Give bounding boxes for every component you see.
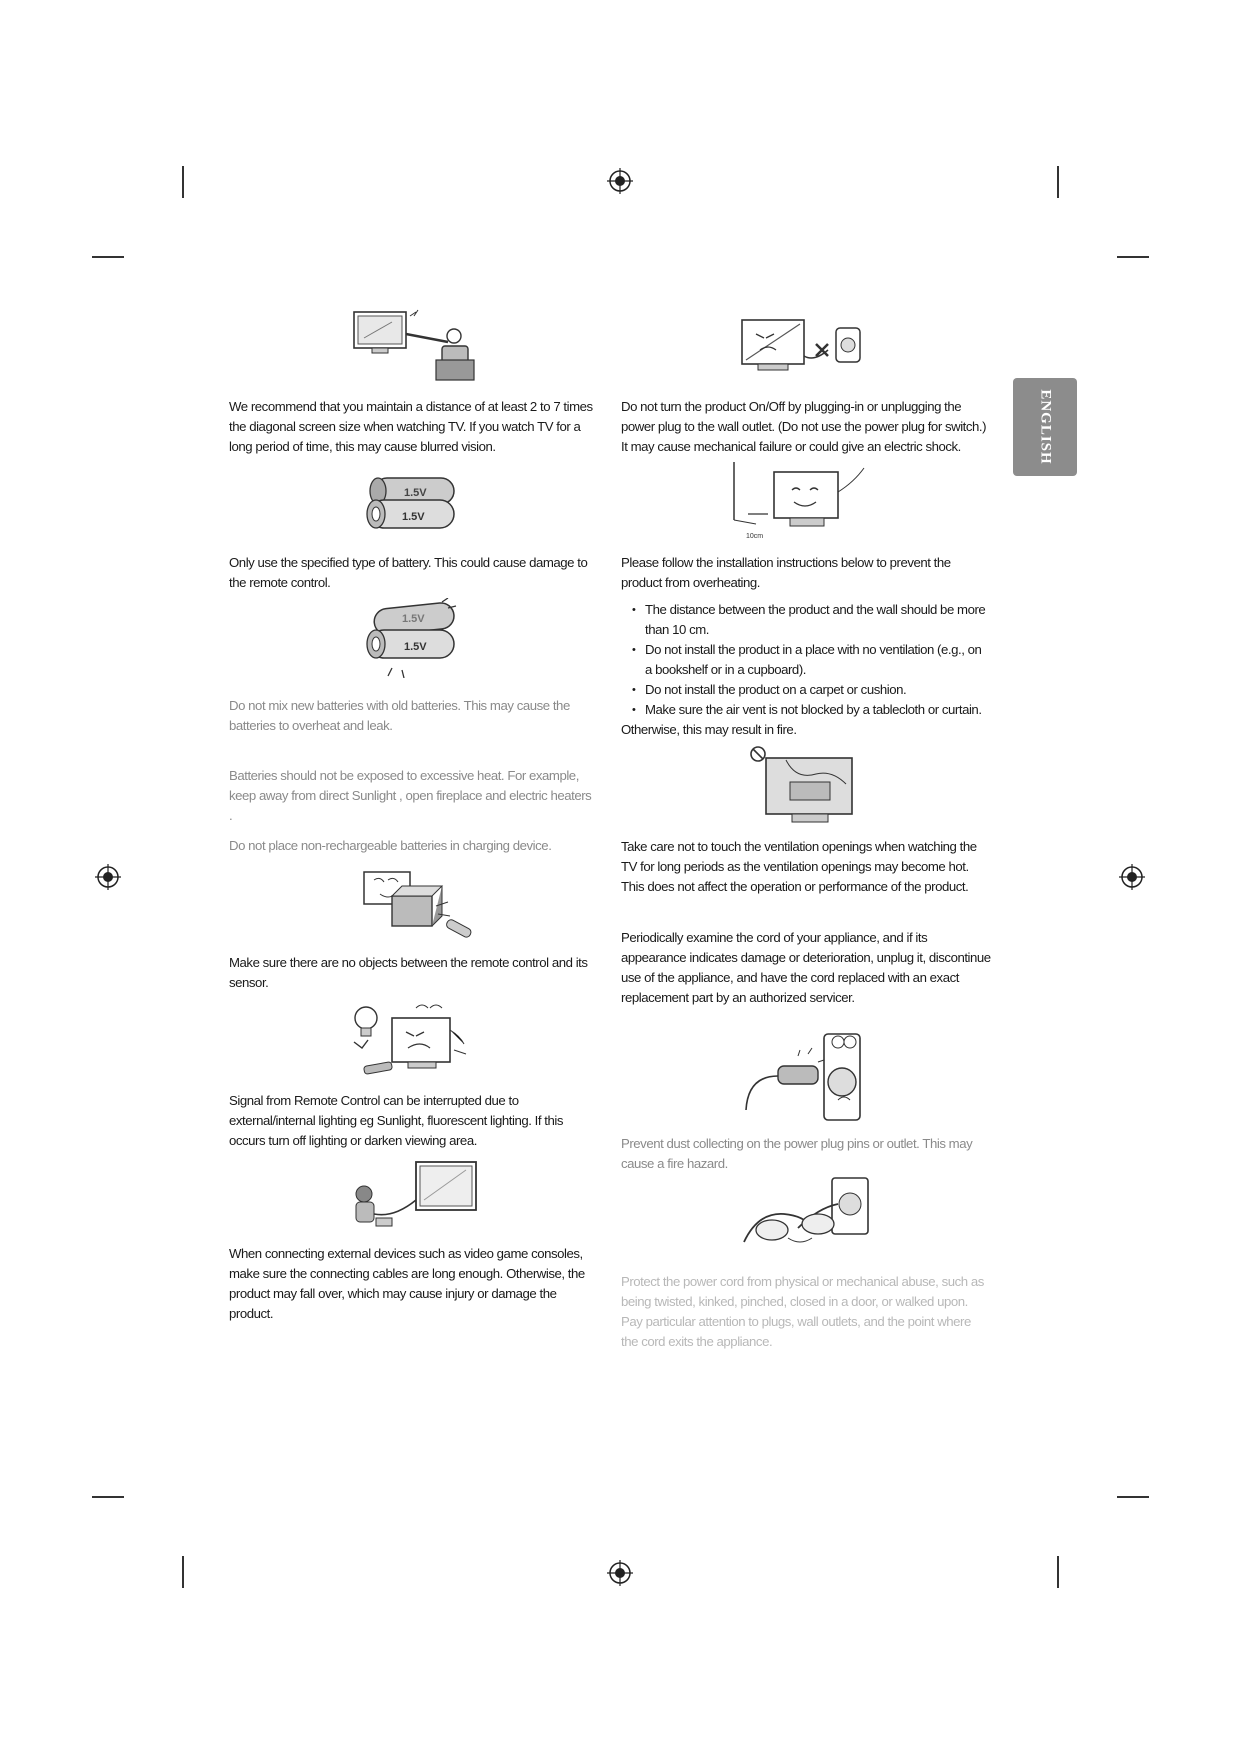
install-bullet-list — [621, 600, 991, 740]
battery-label: 1.5V — [404, 641, 427, 653]
viewing-distance-text: We recommend that you maintain a distance of at least 2 to 7 times the diagonal screen size when watching TV. If you watch TV for a long period of time, this may cause blurred vision. — [229, 399, 593, 454]
registration-mark-icon — [1119, 864, 1145, 890]
crop-mark — [92, 1496, 124, 1498]
battery-illustration — [362, 474, 462, 536]
ventilation-illustration — [746, 742, 858, 826]
crop-mark — [182, 1556, 184, 1588]
install-outro-text: Otherwise, this may result in fire. — [621, 722, 797, 737]
cord-protect-text: Protect the power cord from physical or mechanical abuse, such as being twisted, kinked, pinched, closed in a door, or walked upon. Pay particular attention to plugs, wall outlets, and the point where the cord exits the appliance. — [621, 1274, 984, 1349]
non-rechargeable-text: Do not place non-rechargeable batteries in charging device. — [229, 838, 552, 853]
power-plug-text: Do not turn the product On/Off by plugging-in or unplugging the power plug to the wall outlet. (Do not use the power plug for switch.) It may cause mechanical failure or could give an electric shock. — [621, 399, 987, 454]
install-bullet: • The distance between the product and the wall should be more than 10 cm. — [645, 600, 991, 640]
install-bullet: • Do not install the product in a place with no ventilation (e.g., on a bookshelf or in a cupboard). — [645, 640, 991, 680]
mixed-battery-illustration — [362, 598, 462, 678]
wall-distance-illustration — [726, 462, 876, 542]
viewing-distance-illustration — [350, 308, 480, 384]
remote-sensor-illustration — [350, 866, 476, 944]
remote-signal-text: Signal from Remote Control can be interrupted due to external/internal lighting eg Sunlight, fluorescent lighting. If this occurs turn off lighting or darken viewing area. — [229, 1093, 564, 1148]
lighting-interference-illustration — [350, 1002, 480, 1084]
wall-distance-label: 10cm — [746, 533, 764, 540]
language-tab-label: ENGLISH — [1037, 389, 1054, 465]
external-device-illustration — [350, 1158, 480, 1234]
power-plug-illustration — [738, 316, 866, 380]
external-device-text: When connecting external devices such as video game consoles, make sure the connecting cables are long enough. Otherwise, the product may fall over, which may cause injury or damage the product. — [229, 1246, 585, 1321]
crop-mark — [1057, 1556, 1059, 1588]
registration-mark-icon — [607, 1560, 633, 1586]
crop-mark — [1117, 256, 1149, 258]
battery-label: 1.5V — [404, 487, 427, 499]
battery-label: 1.5V — [402, 511, 425, 523]
cord-examine-text: Periodically examine the cord of your appliance, and if its appearance indicates damage or deterioration, unplug it, discontinue use of the appliance, and have the cord replaced with an exact replacement part by an authorized servicer. — [621, 930, 991, 1005]
ventilation-text: Take care not to touch the ventilation openings when watching the TV for long periods as the ventilation openings may become hot. This does not affect the operation or performance of the product. — [621, 839, 977, 894]
crop-mark — [182, 166, 184, 198]
registration-mark-icon — [607, 168, 633, 194]
dust-plug-illustration — [738, 1026, 866, 1126]
registration-mark-icon — [95, 864, 121, 890]
install-intro-text: Please follow the installation instructions below to prevent the product from overheating. — [621, 555, 951, 590]
language-tab — [1013, 378, 1077, 476]
battery-type-text: Only use the specified type of battery. This could cause damage to the remote control. — [229, 555, 588, 590]
remote-sensor-text: Make sure there are no objects between the remote control and its sensor. — [229, 955, 588, 990]
mixed-battery-text: Do not mix new batteries with old batteries. This may cause the batteries to overheat and leak. — [229, 698, 570, 733]
dust-text: Prevent dust collecting on the power plug pins or outlet. This may cause a fire hazard. — [621, 1136, 973, 1171]
crop-mark — [92, 256, 124, 258]
install-bullet: • Make sure the air vent is not blocked by a tablecloth or curtain. — [645, 700, 991, 720]
cord-protect-illustration — [738, 1172, 876, 1272]
crop-mark — [1117, 1496, 1149, 1498]
install-bullet: • Do not install the product on a carpet or cushion. — [645, 680, 991, 700]
battery-label: 1.5V — [402, 613, 425, 625]
crop-mark — [1057, 166, 1059, 198]
battery-heat-text: Batteries should not be exposed to excessive heat. For example, keep away from direct Sunlight , open fireplace and electric heaters . — [229, 768, 592, 823]
